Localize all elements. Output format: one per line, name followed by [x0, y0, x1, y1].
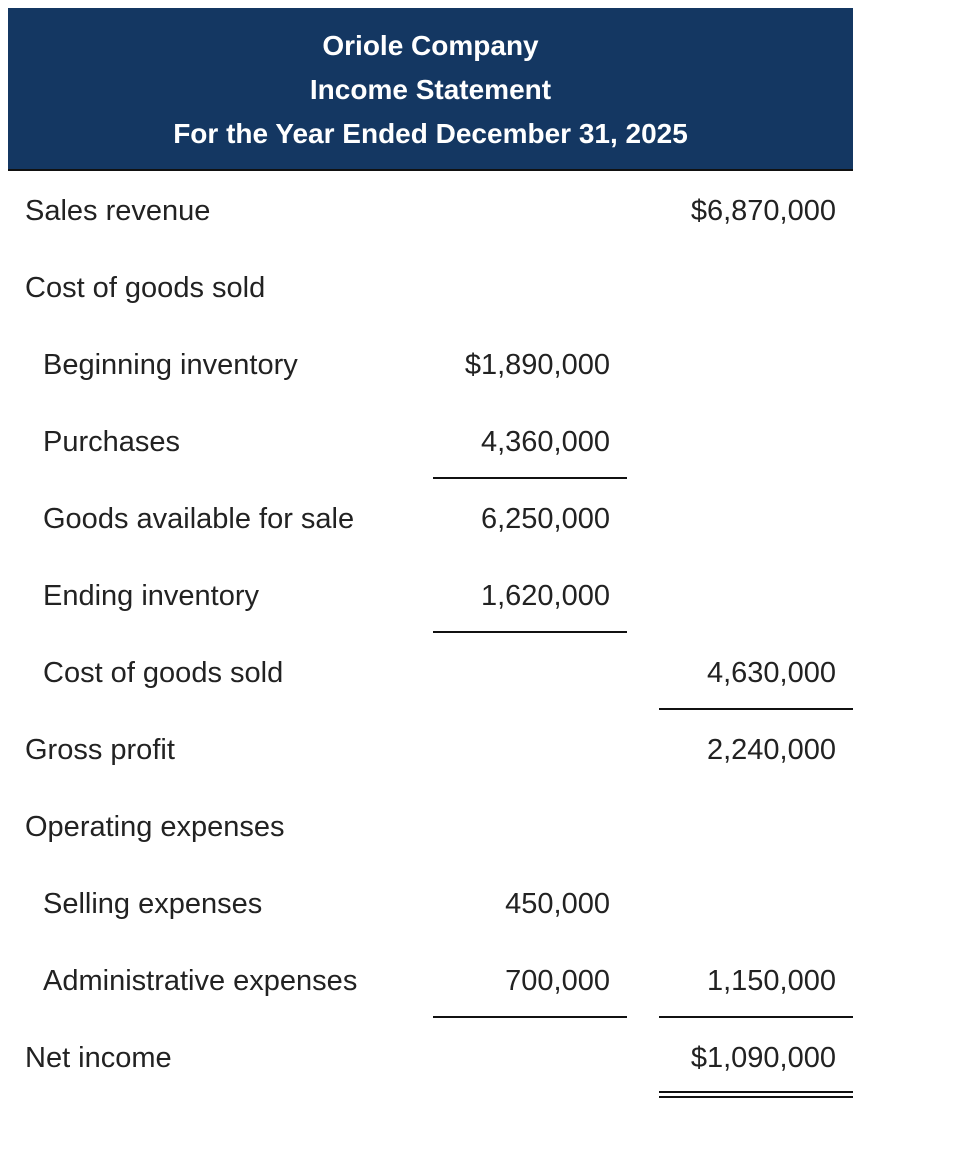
company-name: Oriole Company [322, 30, 539, 61]
row-selling-expenses [8, 864, 853, 941]
double-underline-rule [659, 1091, 853, 1098]
row-amount-total: 2,240,000 [706, 734, 836, 766]
row-amount-detail: 450,000 [505, 888, 610, 920]
row-beginning-inventory [8, 325, 853, 402]
row-label: Goods available for sale [43, 503, 355, 535]
row-label: Cost of goods sold [43, 657, 284, 689]
row-label: Purchases [43, 426, 181, 458]
row-amount-detail: 4,360,000 [480, 426, 610, 458]
row-amount-detail: 6,250,000 [480, 503, 610, 535]
row-purchases [8, 402, 853, 479]
row-gross-profit [8, 710, 853, 787]
row-amount-total: $1,090,000 [690, 1042, 836, 1074]
row-amount-total: 4,630,000 [706, 657, 836, 689]
row-operating-expenses-heading [8, 787, 853, 864]
row-label: Cost of goods sold [25, 272, 266, 304]
row-label: Beginning inventory [43, 349, 298, 381]
income-statement [8, 8, 853, 1095]
row-label: Operating expenses [25, 811, 285, 843]
row-amount-detail: 700,000 [505, 965, 610, 997]
statement-header [8, 8, 853, 171]
row-label: Administrative expenses [43, 965, 358, 997]
row-ending-inventory [8, 556, 853, 633]
row-label: Sales revenue [25, 195, 211, 227]
row-cost-of-goods-sold-total [8, 633, 853, 710]
statement-period: For the Year Ended December 31, 2025 [173, 118, 688, 149]
row-administrative-expenses [8, 941, 853, 1018]
row-label: Net income [25, 1042, 172, 1074]
row-sales-revenue [8, 171, 853, 248]
row-net-income [8, 1018, 853, 1095]
row-label: Selling expenses [43, 888, 263, 920]
row-amount-detail: $1,890,000 [464, 349, 610, 381]
row-amount-detail: 1,620,000 [480, 580, 610, 612]
row-goods-available-for-sale [8, 479, 853, 556]
row-amount-total: $6,870,000 [690, 195, 836, 227]
row-cost-of-goods-sold-heading [8, 248, 853, 325]
statement-title: Income Statement [309, 74, 552, 105]
row-label: Gross profit [25, 734, 175, 766]
row-label: Ending inventory [43, 580, 260, 612]
row-amount-total: 1,150,000 [706, 965, 836, 997]
